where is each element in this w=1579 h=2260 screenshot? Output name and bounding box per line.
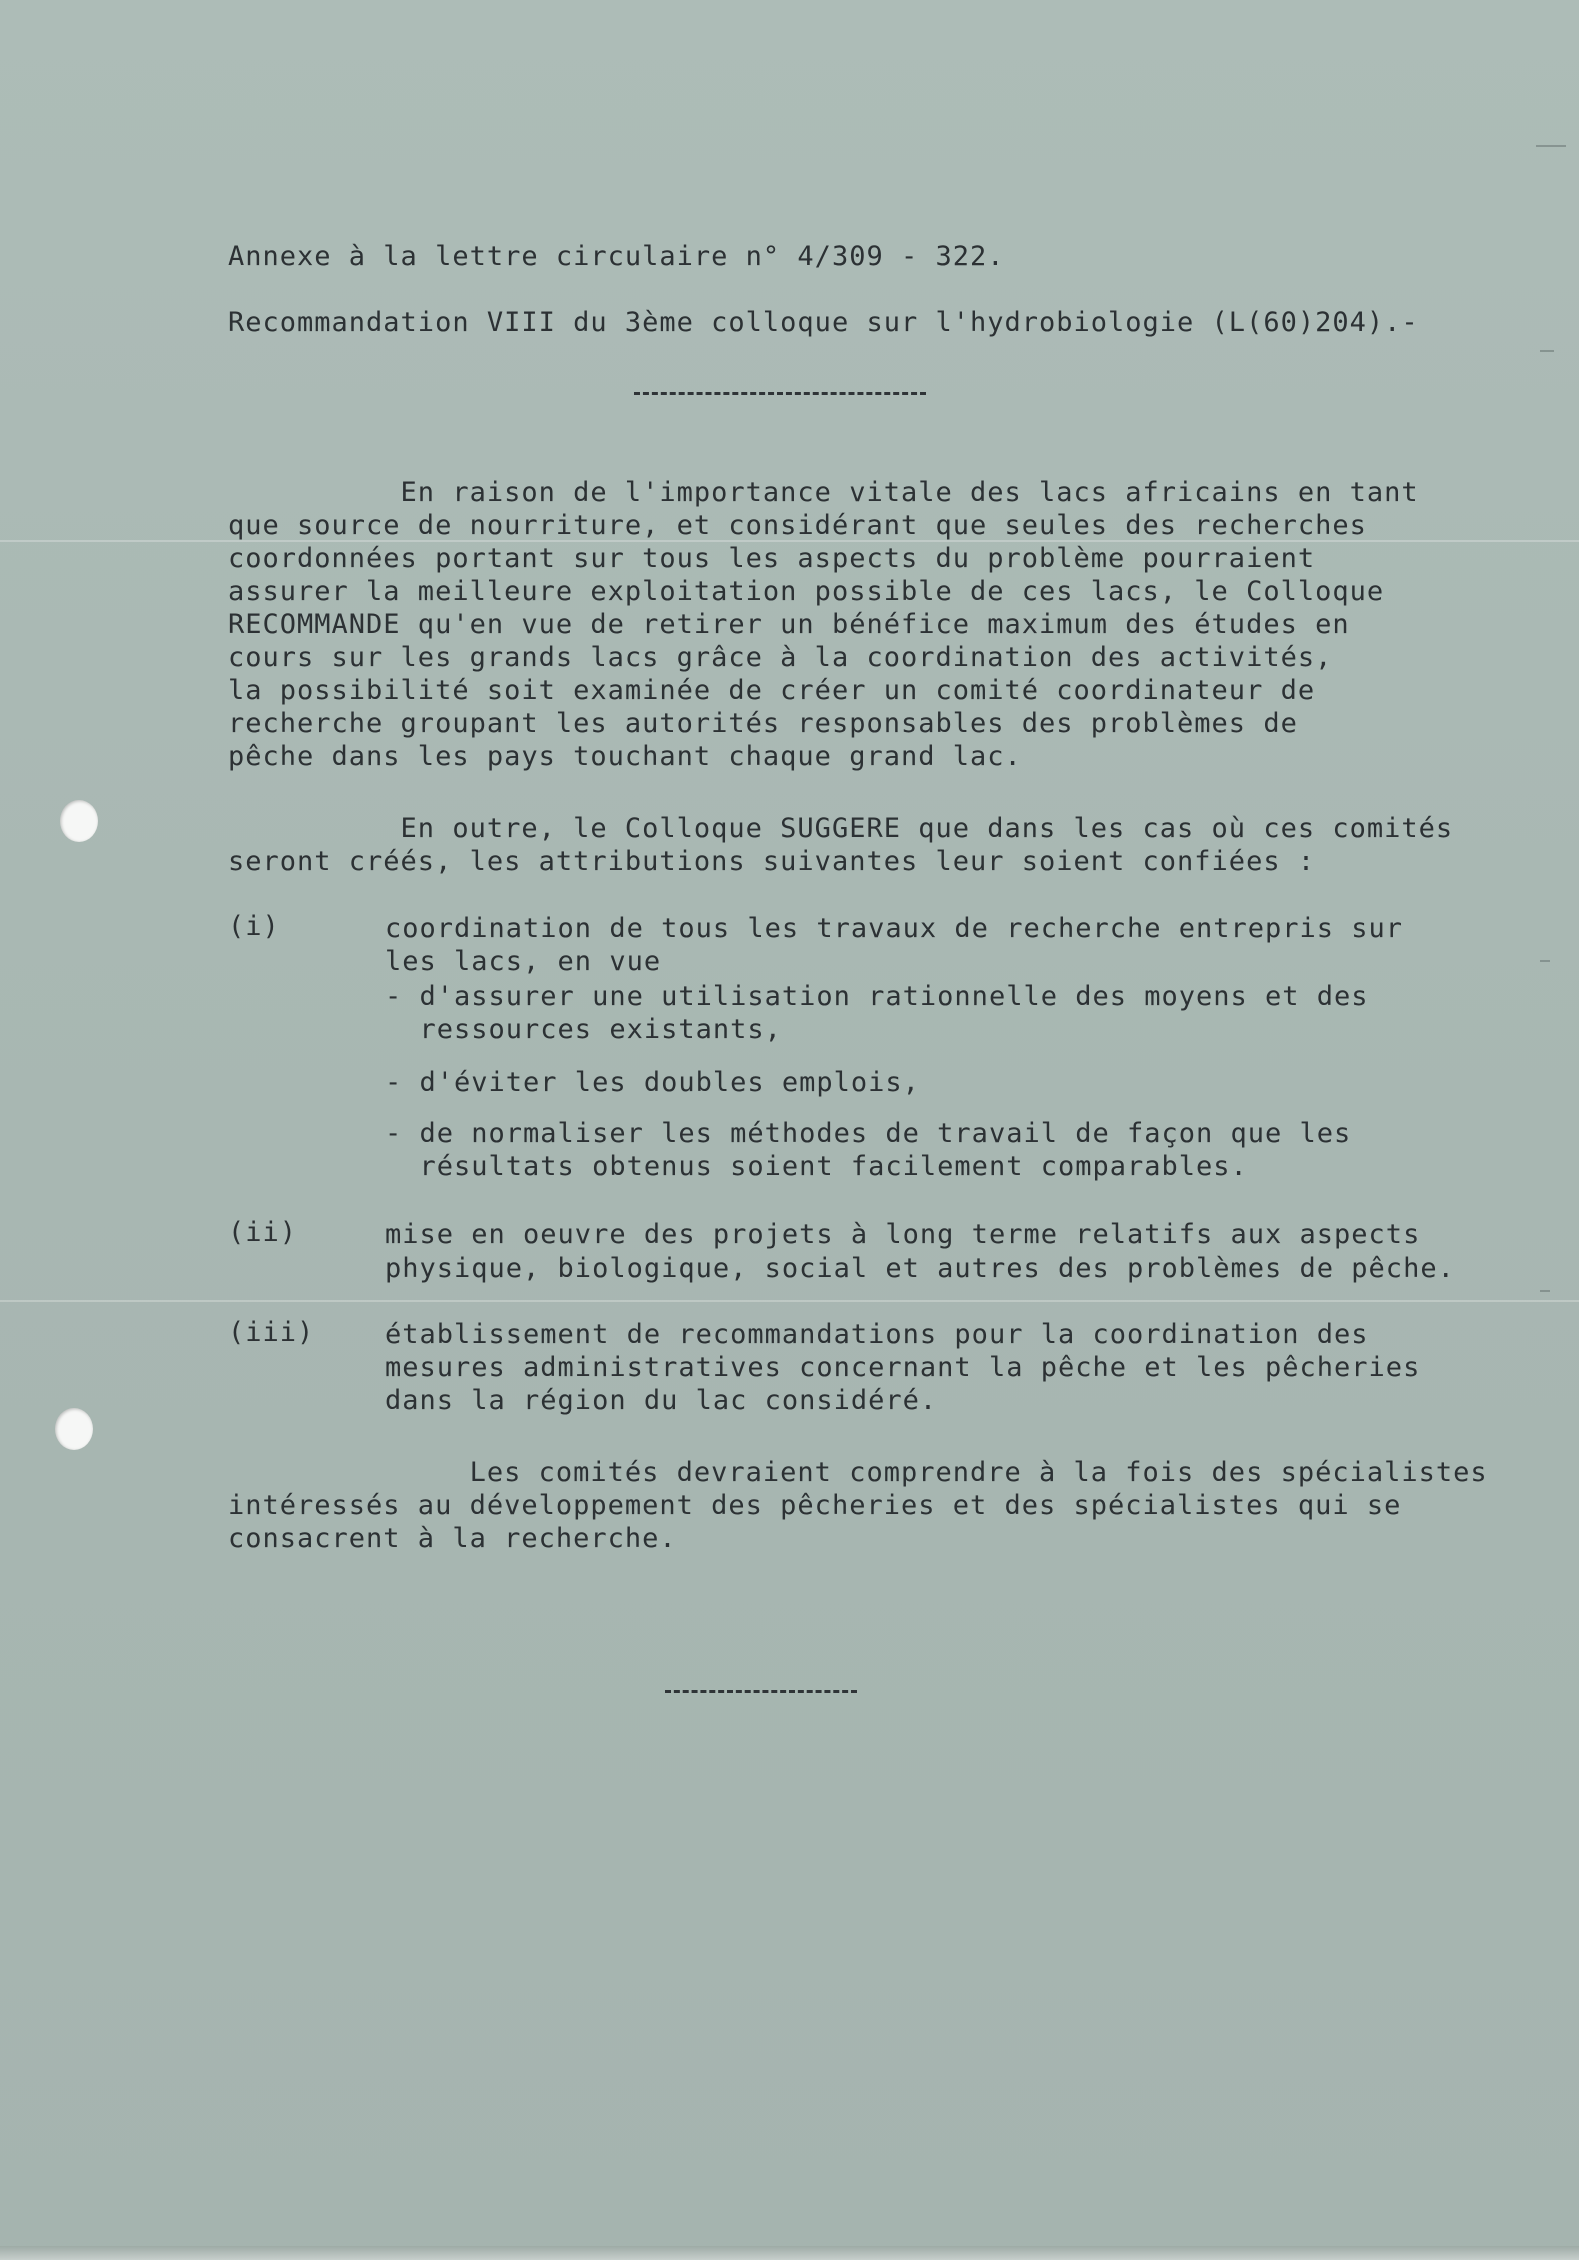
item-line: - d'éviter les doubles emplois,: [385, 1067, 920, 1098]
punch-hole: [55, 1408, 93, 1450]
margin-mark: [1540, 1290, 1550, 1292]
closing-separator: [665, 1690, 857, 1693]
paragraph-line: RECOMMANDE qu'en vue de retirer un bénéfice maximum des études en: [228, 609, 1350, 640]
item-marker: (iii): [228, 1317, 315, 1348]
item-line: physique, biologique, social et autres des problèmes de pêche.: [385, 1253, 1455, 1284]
item-line: - de normaliser les méthodes de travail de façon que les: [385, 1118, 1352, 1149]
item-line: ressources existants,: [385, 1014, 782, 1045]
paragraph-line: En raison de l'importance vitale des lacs africains en tant: [228, 477, 1419, 508]
item-line: mise en oeuvre des projets à long terme relatifs aux aspects: [385, 1219, 1421, 1250]
paragraph-line: consacrent à la recherche.: [228, 1523, 677, 1554]
margin-mark: [1536, 145, 1566, 147]
paragraph-line: Les comités devraient comprendre à la fois des spécialistes: [228, 1457, 1488, 1488]
page-bottom-edge: [0, 2246, 1579, 2260]
paragraph-line: que source de nourriture, et considérant que seules des recherches: [228, 510, 1367, 541]
item-line: résultats obtenus soient facilement comparables.: [385, 1151, 1248, 1182]
paragraph-line: la possibilité soit examinée de créer un comité coordinateur de: [228, 675, 1316, 706]
item-line: établissement de recommandations pour la coordination des: [385, 1319, 1369, 1350]
paragraph-line: assurer la meilleure exploitation possible de ces lacs, le Colloque: [228, 576, 1385, 607]
item-line: les lacs, en vue: [385, 946, 662, 977]
punch-hole: [60, 800, 98, 842]
header-separator: [634, 392, 926, 395]
margin-mark: [1540, 960, 1550, 962]
paragraph-line: recherche groupant les autorités responsables des problèmes de: [228, 708, 1298, 739]
item-line: mesures administratives concernant la pêche et les pêcheries: [385, 1352, 1421, 1383]
margin-mark: [1540, 350, 1554, 352]
paragraph-line: seront créés, les attributions suivantes leur soient confiées :: [228, 846, 1316, 877]
paragraph-line: En outre, le Colloque SUGGERE que dans les cas où ces comités: [228, 813, 1454, 844]
item-line: - d'assurer une utilisation rationnelle des moyens et des: [385, 981, 1369, 1012]
paragraph-line: cours sur les grands lacs grâce à la coordination des activités,: [228, 642, 1333, 673]
item-line: coordination de tous les travaux de recherche entrepris sur: [385, 913, 1404, 944]
item-marker: (i): [228, 911, 280, 942]
paragraph-line: coordonnées portant sur tous les aspects du problème pourraient: [228, 543, 1316, 574]
paper-fold: [0, 1300, 1579, 1302]
item-line: dans la région du lac considéré.: [385, 1385, 938, 1416]
paragraph-line: pêche dans les pays touchant chaque grand lac.: [228, 741, 1022, 772]
paragraph-line: intéressés au développement des pêcheries et des spécialistes qui se: [228, 1490, 1402, 1521]
recommendation-title: Recommandation VIII du 3ème colloque sur l'hydrobiologie (L(60)204).-: [228, 307, 1419, 338]
item-marker: (ii): [228, 1217, 298, 1248]
annex-reference: Annexe à la lettre circulaire n° 4/309 - 322.: [228, 241, 1005, 272]
